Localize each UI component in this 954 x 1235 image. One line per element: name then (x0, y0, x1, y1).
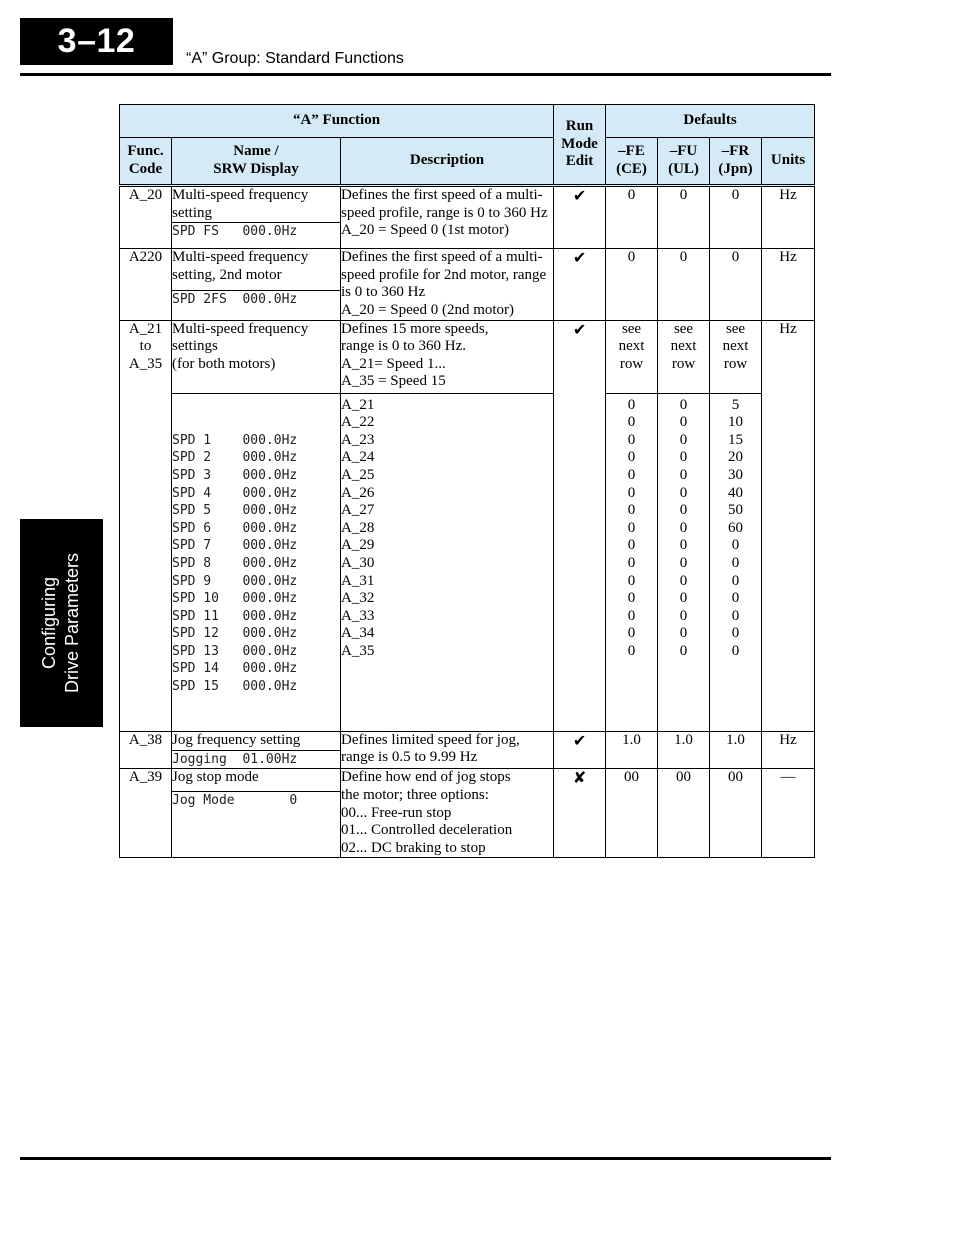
default-fu: 00 (658, 769, 710, 858)
func-code: A_21 to A_35 (120, 320, 172, 731)
srw-display: SPD FS 000.0Hz (172, 223, 341, 249)
function-description: Defines limited speed for jog, range is 0.5 to 9.99 Hz (341, 731, 554, 769)
units: Hz (762, 320, 815, 731)
header-units: Units (762, 138, 815, 186)
units: Hz (762, 186, 815, 249)
default-fr: 00 (710, 769, 762, 858)
default-fr: 0 (710, 186, 762, 249)
units: Hz (762, 731, 815, 769)
side-tab-label (38, 519, 84, 727)
header-run-mode-edit: Run Mode Edit (554, 105, 606, 186)
function-description: Defines the first speed of a multi-speed profile for 2nd motor, range is 0 to 360 Hz A_20 = Speed 0 (2nd motor) (341, 249, 554, 320)
function-table (119, 104, 815, 858)
check-icon: ✔ (554, 320, 606, 731)
func-code: A_20 (120, 186, 172, 249)
function-name: Multi-speed frequency setting (172, 186, 341, 223)
srw-display: Jogging 01.00Hz (172, 750, 341, 769)
header-func-code: Func. Code (120, 138, 172, 186)
page-number-box (20, 18, 173, 65)
sub-default-fe-list: 0 0 0 0 0 0 0 0 0 0 0 0 0 0 0 (606, 393, 658, 731)
default-fu: 1.0 (658, 731, 710, 769)
check-icon: ✔ (554, 731, 606, 769)
srw-display-list: SPD 1 000.0Hz SPD 2 000.0Hz SPD 3 000.0Hz SPD 4 000.0Hz SPD 5 000.0Hz SPD 6 000.0Hz SPD 7 000.0Hz SPD 8 000.0Hz SPD 9 000.0Hz SPD 10 000.0Hz SPD 11 000.0Hz SPD 12 000.0Hz SPD 13 000.0Hz SPD 14 000.0Hz SPD 15 000.0Hz (172, 393, 341, 731)
default-fr: see next row (710, 320, 762, 393)
function-description: Define how end of jog stops the motor; three options: 00... Free-run stop 01... Controlled deceleration 02... DC braking to stop (341, 769, 554, 858)
default-fe: 1.0 (606, 731, 658, 769)
default-fr: 0 (710, 249, 762, 320)
check-icon: ✔ (554, 249, 606, 320)
table-row (120, 320, 815, 393)
srw-display: Jog Mode 0 (172, 791, 341, 858)
side-tab-line2: Drive Parameters (62, 552, 82, 694)
func-code: A220 (120, 249, 172, 320)
table-row (120, 769, 815, 791)
default-fe: see next row (606, 320, 658, 393)
sub-default-fu-list: 0 0 0 0 0 0 0 0 0 0 0 0 0 0 0 (658, 393, 710, 731)
side-tab (20, 519, 103, 727)
default-fu: 0 (658, 249, 710, 320)
func-code: A_39 (120, 769, 172, 858)
sub-default-fr-list: 5 10 15 20 30 40 50 60 0 0 0 0 0 0 0 (710, 393, 762, 731)
header-name: Name / SRW Display (172, 138, 341, 186)
table-row (120, 249, 815, 291)
default-fr: 1.0 (710, 731, 762, 769)
header-fu: –FU (UL) (658, 138, 710, 186)
srw-display: SPD 2FS 000.0Hz (172, 290, 341, 320)
header-fe: –FE (CE) (606, 138, 658, 186)
default-fe: 0 (606, 186, 658, 249)
default-fu: see next row (658, 320, 710, 393)
units: — (762, 769, 815, 858)
function-description: Defines 15 more speeds, range is 0 to 360 Hz. A_21= Speed 1... A_35 = Speed 15 (341, 320, 554, 393)
function-description: Defines the first speed of a multi-speed profile, range is 0 to 360 Hz A_20 = Speed 0 (1st motor) (341, 186, 554, 249)
bottom-rule (20, 1157, 831, 1160)
func-code: A_38 (120, 731, 172, 769)
top-rule (20, 73, 831, 76)
function-name: Jog stop mode (172, 769, 341, 791)
function-name: Jog frequency setting (172, 731, 341, 750)
table-row (120, 731, 815, 750)
default-fu: 0 (658, 186, 710, 249)
check-icon: ✔ (554, 186, 606, 249)
header-description: Description (341, 138, 554, 186)
page-number: 3–12 (57, 22, 136, 60)
function-name: Multi-speed frequency setting, 2nd motor (172, 249, 341, 291)
side-tab-line1: Configuring (39, 576, 59, 670)
section-title: “A” Group: Standard Functions (186, 50, 404, 67)
header-fr: –FR (Jpn) (710, 138, 762, 186)
function-name: Multi-speed frequency settings (for both motors) (172, 320, 341, 393)
cross-icon: ✘ (554, 769, 606, 858)
default-fe: 0 (606, 249, 658, 320)
sub-code-list: A_21 A_22 A_23 A_24 A_25 A_26 A_27 A_28 A_29 A_30 A_31 A_32 A_33 A_34 A_35 (341, 393, 554, 731)
units: Hz (762, 249, 815, 320)
table-row (120, 186, 815, 223)
header-defaults: Defaults (606, 105, 815, 138)
header-a-function: “A” Function (120, 105, 554, 138)
default-fe: 00 (606, 769, 658, 858)
